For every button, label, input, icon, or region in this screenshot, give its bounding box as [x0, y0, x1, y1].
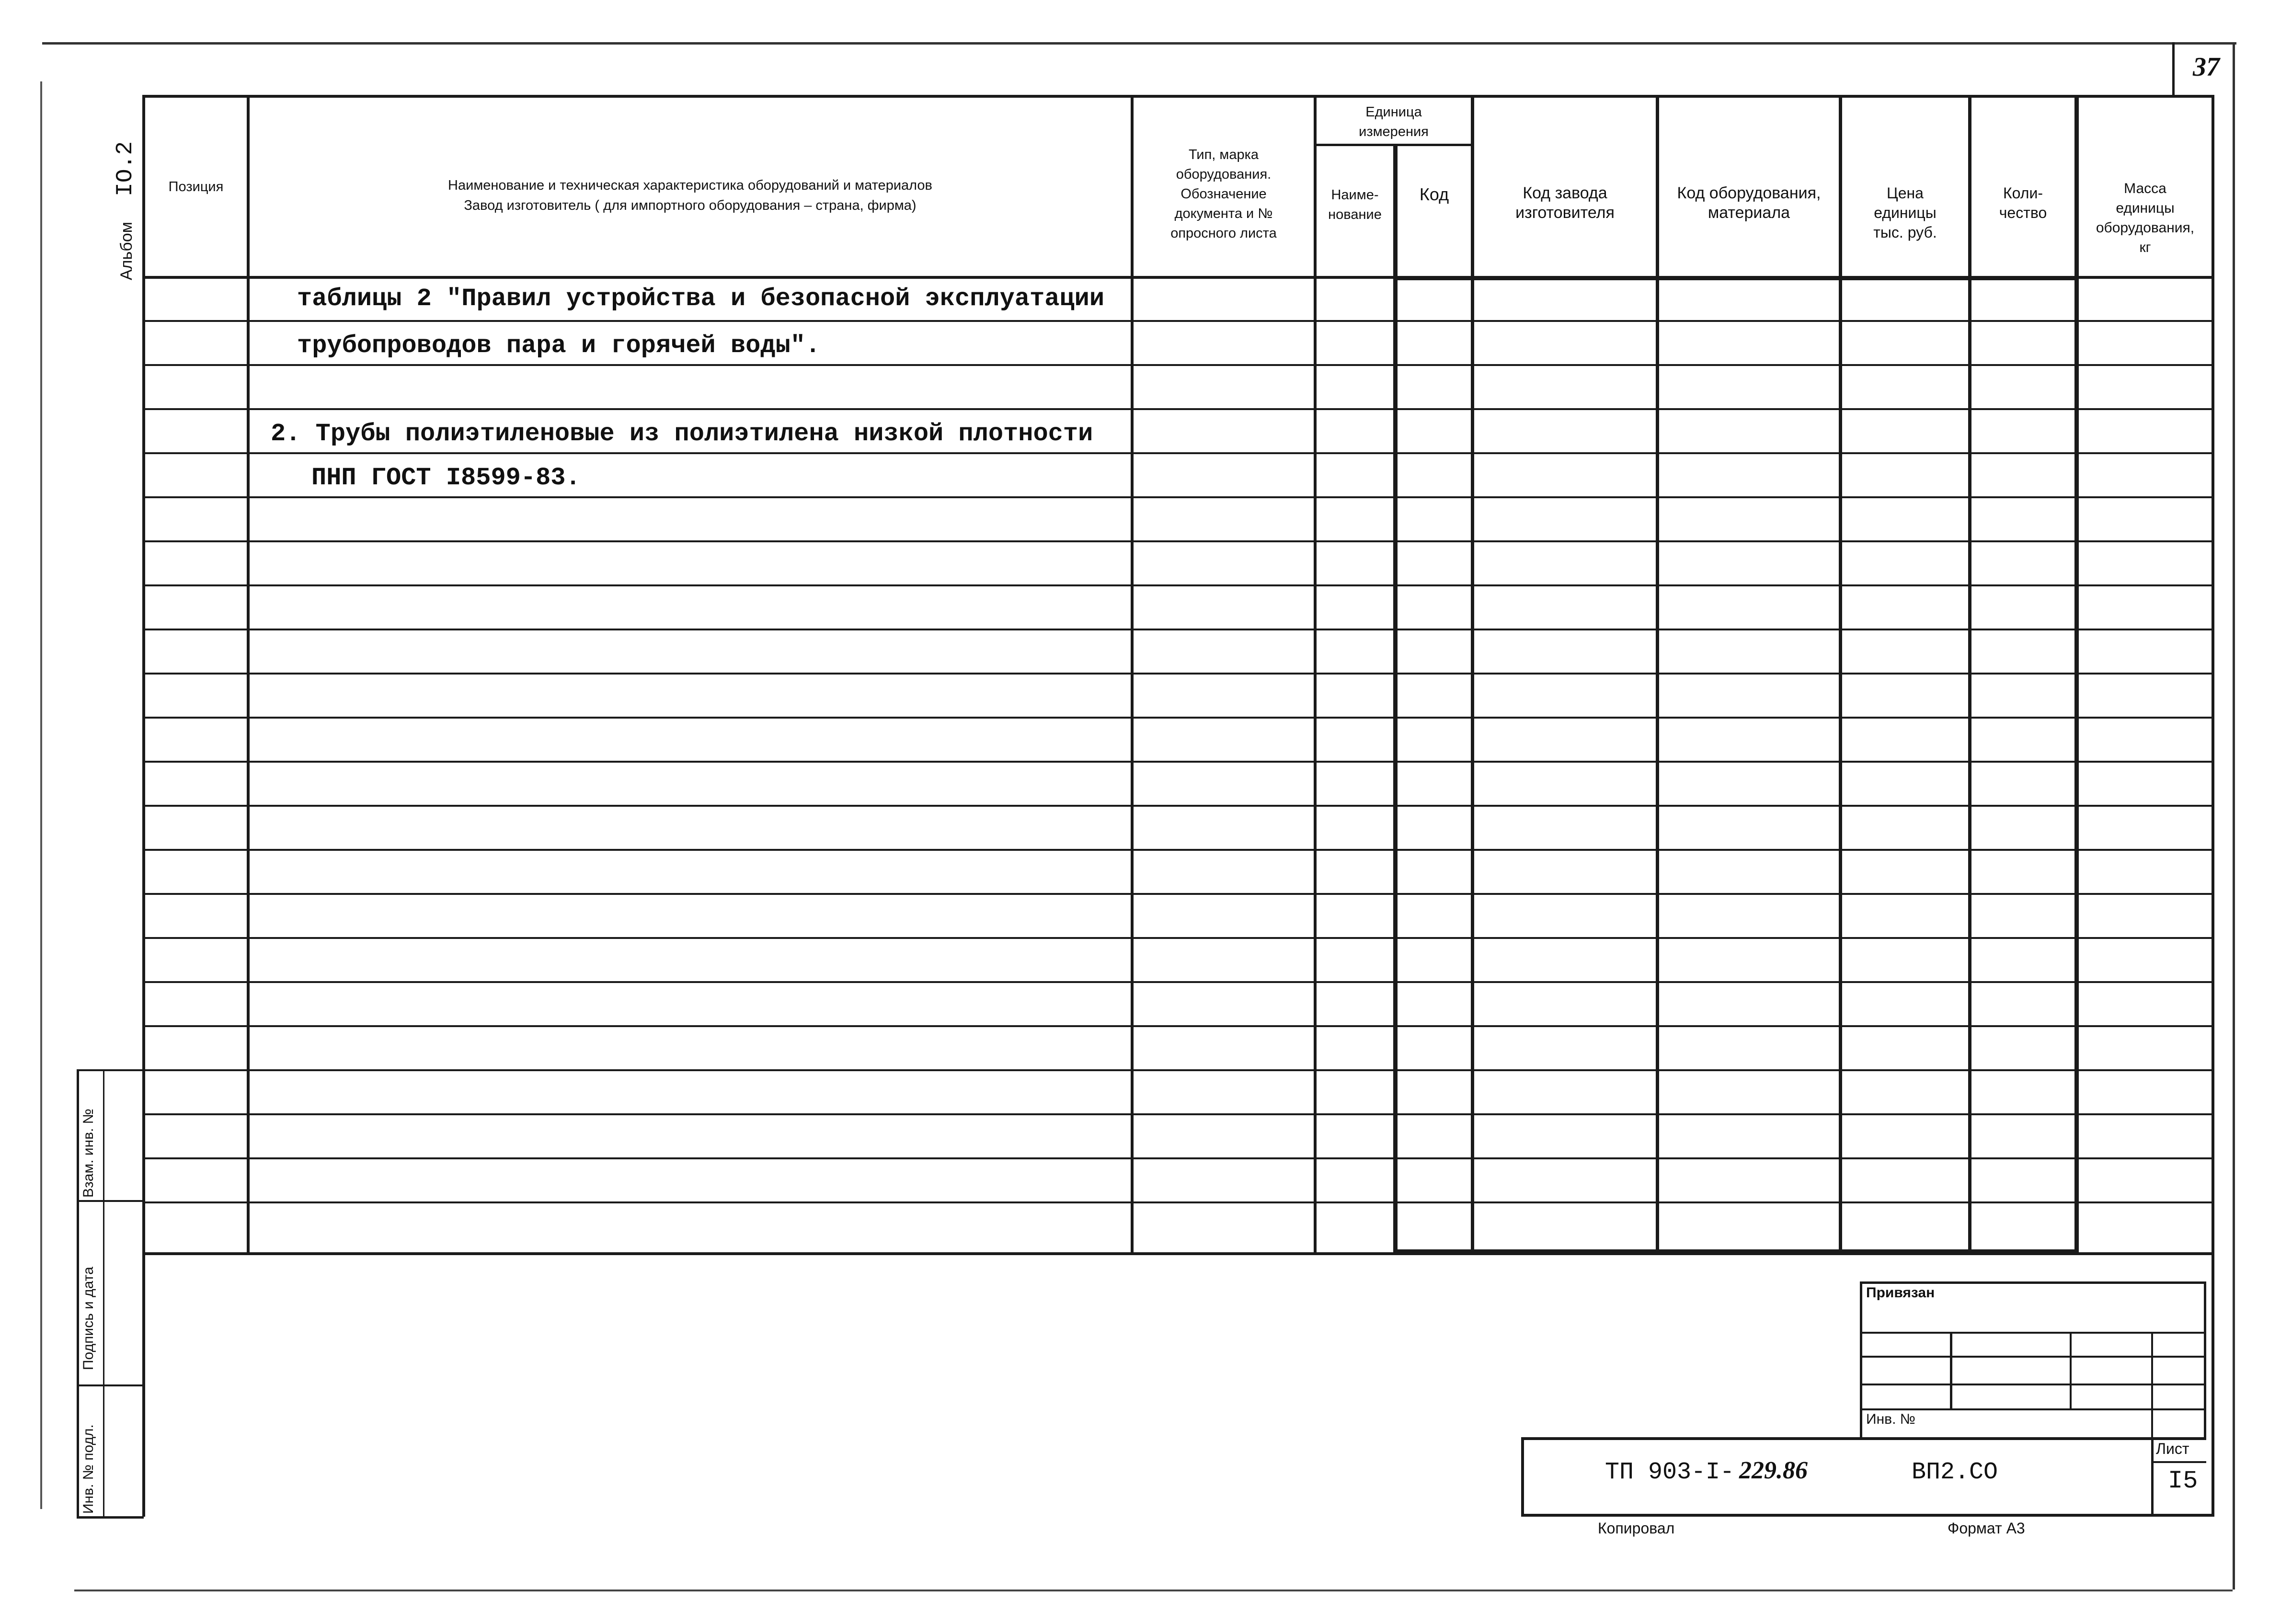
sheet-label: Лист [2156, 1440, 2189, 1457]
album-label [117, 222, 136, 280]
table-row [142, 584, 2214, 630]
doc-prefix: ТП 903-I- [1605, 1459, 1735, 1486]
content-line-2: трубопроводов пара и горячей воды". [297, 332, 821, 360]
title-block-left [1521, 1437, 1524, 1517]
table-row [142, 849, 2214, 895]
stamp-inner-line [103, 1069, 104, 1518]
table-row [142, 1025, 2214, 1071]
binding-right [2204, 1281, 2206, 1437]
stamp-inv-original [80, 1424, 97, 1514]
binding-left [1860, 1281, 1862, 1437]
sheet-number: I5 [2168, 1467, 2198, 1495]
binding-col-3 [2151, 1332, 2153, 1437]
sheet-corner-number: 37 [2193, 52, 2220, 82]
table-row [142, 673, 2214, 719]
stamp-signature-date [80, 1267, 97, 1370]
outer-frame-top [42, 42, 2236, 45]
title-block-bottom [1521, 1514, 2214, 1517]
content-line-4: ПНП ГОСТ I8599-83. [311, 464, 581, 492]
table-row [142, 364, 2214, 410]
header-equipment-code: Код оборудования, материала [1677, 184, 1821, 222]
binding-title: Привязан [1866, 1285, 1935, 1301]
header-unit-group: Единица измерения [1359, 104, 1429, 139]
outer-frame-right [2233, 42, 2235, 1590]
header-name-line2: Завод изготовитель ( для импортного оборудования – страна, фирма) [464, 197, 917, 213]
table-row [142, 717, 2214, 763]
header-type-mark: Тип, марка оборудования. Обозначение документа и № опросного листа [1170, 147, 1277, 241]
album-number-text: IO.2 [113, 141, 138, 196]
binding-col-2 [2070, 1332, 2072, 1409]
stamp-bottom-border [77, 1516, 144, 1519]
table-row [142, 937, 2214, 983]
header-unit-name: Наиме- нование [1328, 187, 1382, 222]
stamp-inv-original-text: Инв. № подл. [80, 1424, 96, 1514]
header-unit-mass: Масса единицы оборудования, кг [2096, 181, 2195, 255]
stamp-divider-2 [77, 1200, 144, 1202]
sheet-cell-left [2151, 1437, 2154, 1517]
table-row [142, 1157, 2214, 1203]
table-row [142, 761, 2214, 807]
binding-row-1 [1860, 1332, 2206, 1334]
title-block-top [1521, 1437, 2206, 1440]
album-label-text: Альбом [117, 222, 136, 280]
table-row [142, 1201, 2214, 1252]
binding-row-4 [1860, 1408, 2206, 1410]
album-number [113, 141, 138, 196]
header-position: Позиция [168, 179, 224, 194]
stamp-replaced-inv [80, 1109, 97, 1198]
header-unit-code: Код [1419, 184, 1449, 204]
stamp-divider-3 [77, 1384, 144, 1386]
table-row [142, 540, 2214, 586]
stamp-signature-date-text: Подпись и дата [80, 1267, 96, 1370]
binding-col-1 [1950, 1332, 1952, 1409]
binding-row-3 [1860, 1384, 2206, 1385]
footer-copied: Копировал [1598, 1520, 1675, 1537]
header-quantity: Коли- чество [1999, 184, 2047, 221]
doc-number: 229.86 [1739, 1457, 1808, 1484]
table-row [142, 496, 2214, 542]
outer-frame-bottom [74, 1590, 2233, 1591]
table-row [142, 893, 2214, 939]
sheet-cell-divider [2151, 1461, 2206, 1463]
table-row [142, 981, 2214, 1027]
table-row [142, 629, 2214, 675]
stamp-replaced-inv-text: Взам. инв. № [80, 1109, 96, 1198]
table-row [142, 1069, 2214, 1115]
binding-top [1860, 1281, 2205, 1284]
header-factory-code: Код завода изготовителя [1515, 184, 1615, 222]
content-line-1: таблицы 2 "Правил устройства и безопасной эксплуатации [297, 285, 1105, 313]
corner-box-left [2172, 42, 2175, 95]
footer-format: Формат А3 [1948, 1520, 2025, 1537]
table-row [142, 1113, 2214, 1159]
stamp-divider-1 [77, 1069, 144, 1071]
content-line-3: 2. Трубы полиэтиленовые из полиэтилена низкой плотности [271, 420, 1093, 448]
header-unit-price: Цена единицы тыс. руб. [1873, 184, 1937, 241]
header-name-line1: Наименование и техническая характеристика оборудований и материалов [448, 177, 932, 193]
outer-frame-left [40, 81, 42, 1509]
table-row [142, 805, 2214, 851]
binding-row-2 [1860, 1356, 2206, 1358]
doc-code: ВП2.СО [1912, 1459, 1998, 1486]
binding-inv-label: Инв. № [1866, 1411, 1915, 1427]
stamp-left-border [77, 1069, 79, 1519]
